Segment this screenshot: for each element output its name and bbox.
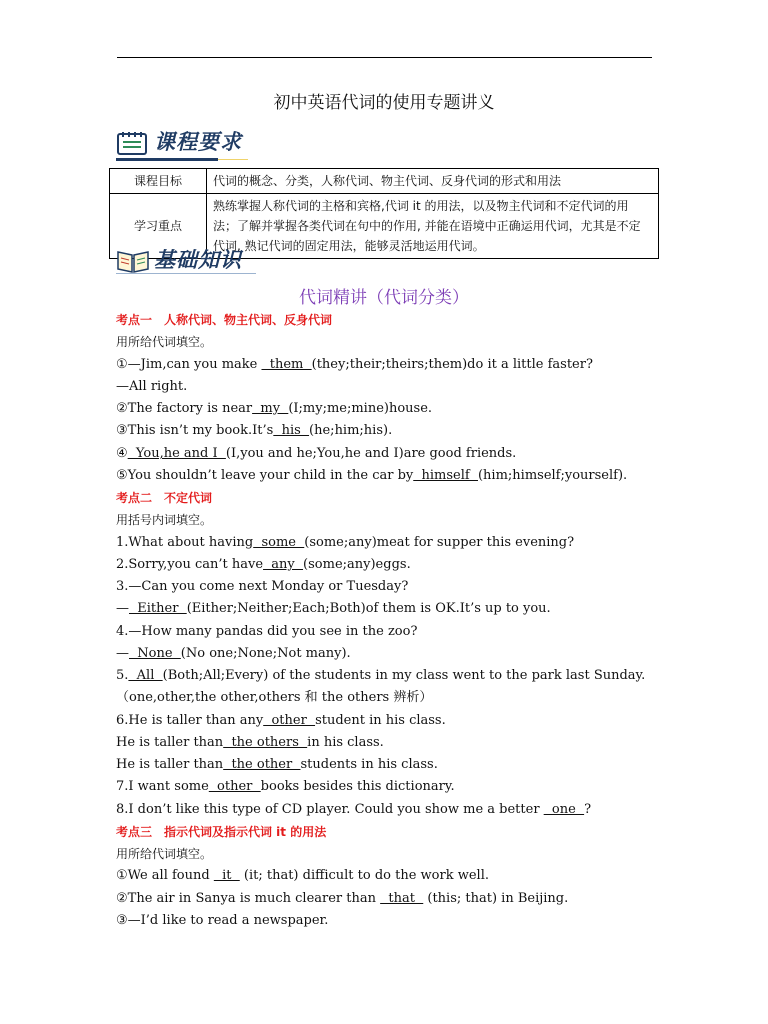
line-text: (some;any)eggs. (303, 557, 411, 572)
exercise-line (116, 401, 432, 417)
answer-blank: one (543, 802, 585, 817)
line-text: (it; that) difficult to do the work well. (239, 868, 489, 883)
line-text: ②The factory is near (116, 401, 253, 416)
line-text: 8.I don’t like this type of CD player. Could you show me a better (116, 802, 544, 817)
line-text: (this; that) in Beijing. (423, 891, 569, 906)
answer-blank: his (273, 423, 310, 438)
exercise-line (116, 535, 574, 551)
instruction-text (116, 846, 212, 862)
answer-blank: other (263, 713, 316, 728)
line-text: ②The air in Sanya is much clearer than (116, 891, 381, 906)
exercise-line (116, 601, 551, 617)
table-cell-key: 课程目标 (110, 169, 207, 194)
line-text: (I;my;me;mine)house. (288, 401, 433, 416)
exercise-line (116, 690, 432, 706)
line-text: student in his class. (315, 713, 446, 728)
banner-underline-accent (218, 159, 248, 160)
line-text: He is taller than (116, 757, 224, 772)
answer-blank: it (213, 868, 240, 883)
answer-blank: other (208, 779, 261, 794)
page-title: 初中英语代词的使用专题讲义 (273, 93, 495, 113)
line-text: ①We all found (116, 868, 214, 883)
instruction-text (116, 334, 212, 350)
line-text: 用括号内词填空。 (116, 513, 213, 527)
line-text: ③This isn’t my book.It’s (116, 423, 274, 438)
line-text: 1.What about having (116, 535, 254, 550)
answer-blank: some (253, 535, 305, 550)
line-text: ⑤You shouldn’t leave your child in the car by (116, 468, 414, 483)
line-text: (Both;All;Every) of the students in my class went to the park last Sunday. (162, 668, 646, 683)
table-cell-key: 学习重点 (110, 194, 207, 259)
basic-knowledge-banner (116, 244, 242, 274)
instruction-text (116, 512, 212, 528)
line-text: (No one;None;Not many). (180, 646, 351, 661)
exercise-line (116, 757, 438, 773)
notepad-icon (116, 130, 150, 156)
line-text: ③—I’d like to read a newspaper. (116, 913, 329, 928)
line-text: （one,other,the other,others 和 the others 辨析） (116, 690, 433, 705)
answer-blank: All (128, 668, 163, 683)
exercise-line (116, 668, 645, 684)
line-text: 4.—How many pandas did you see in the zoo? (116, 624, 418, 639)
answer-blank: the others (223, 735, 308, 750)
answer-blank: any (263, 557, 304, 572)
line-text: 用所给代词填空。 (116, 847, 213, 861)
line-text: (him;himself;yourself). (477, 468, 628, 483)
line-text: ④ (116, 446, 128, 461)
topic-heading (116, 312, 332, 328)
exercise-line (116, 446, 516, 462)
answer-blank: You,he and I (127, 446, 226, 461)
line-text: ? (584, 802, 592, 817)
header-rule (117, 57, 652, 58)
line-text: (they;their;theirs;them)do it a little faster? (311, 357, 593, 372)
exercise-line (116, 913, 328, 929)
exercise-line (116, 891, 568, 907)
exercise-line (116, 868, 489, 884)
answer-blank: the other (223, 757, 301, 772)
answer-blank: None (129, 646, 181, 661)
exercise-line (116, 646, 351, 662)
line-text: 考点三 指示代词及指示代词 it 的用法 (116, 825, 327, 839)
table-cell-value: 代词的概念、分类，人称代词、物主代词、反身代词的形式和用法 (207, 169, 659, 194)
line-text: 2.Sorry,you can’t have (116, 557, 264, 572)
exercise-line (116, 557, 411, 573)
line-text: — (116, 601, 129, 616)
answer-blank: Either (129, 601, 187, 616)
answer-blank: that (380, 891, 424, 906)
exercise-line (116, 357, 593, 373)
line-text: —All right. (116, 379, 188, 394)
line-text: (he;him;his). (309, 423, 393, 438)
answer-blank: them (261, 357, 312, 372)
answer-blank: himself (413, 468, 478, 483)
exercise-line (116, 779, 455, 795)
line-text: students in his class. (300, 757, 438, 772)
line-text: (I,you and he;You,he and I)are good friends. (225, 446, 517, 461)
exercise-line (116, 713, 446, 729)
line-text: (Either;Neither;Each;Both)of them is OK.It’s up to you. (186, 601, 551, 616)
topic-heading (116, 490, 212, 506)
exercise-line (116, 579, 408, 595)
line-text: 考点一 人称代词、物主代词、反身代词 (116, 313, 333, 327)
banner-underline (116, 273, 256, 274)
exercise-line (116, 735, 384, 751)
line-text: in his class. (307, 735, 384, 750)
line-text: 3.—Can you come next Monday or Tuesday? (116, 579, 409, 594)
line-text: 考点二 不定代词 (116, 491, 213, 505)
exercise-line (116, 802, 591, 818)
line-text: 5. (116, 668, 129, 683)
exercise-line (116, 423, 392, 439)
banner-underline (116, 158, 218, 161)
banner-label: 基础知识 (154, 248, 242, 272)
exercise-line (116, 379, 187, 395)
table-row (110, 169, 659, 194)
section-title: 代词精讲（代词分类） (299, 288, 469, 308)
exercise-line (116, 468, 627, 484)
line-text: 6.He is taller than any (116, 713, 264, 728)
table-cell-value: 熟练掌握人称代词的主格和宾格,代词 it 的用法，以及物主代词和不定代词的用法；了解并掌握各类代词在句中的作用, 并能在语境中正确运用代词，尤其是不定代词, 熟记代词的固定用法，能够灵活地运用代词。 (207, 194, 659, 259)
line-text: He is taller than (116, 735, 224, 750)
exercise-line (116, 624, 417, 640)
open-book-icon (116, 248, 150, 274)
course-requirements-banner (116, 126, 242, 156)
line-text: — (116, 646, 129, 661)
banner-label: 课程要求 (154, 130, 242, 154)
line-text: 7.I want some (116, 779, 209, 794)
topic-heading (116, 824, 326, 840)
line-text: (some;any)meat for supper this evening? (304, 535, 575, 550)
answer-blank: my (252, 401, 289, 416)
line-text: books besides this dictionary. (260, 779, 455, 794)
line-text: 用所给代词填空。 (116, 335, 213, 349)
line-text: ①—Jim,can you make (116, 357, 262, 372)
